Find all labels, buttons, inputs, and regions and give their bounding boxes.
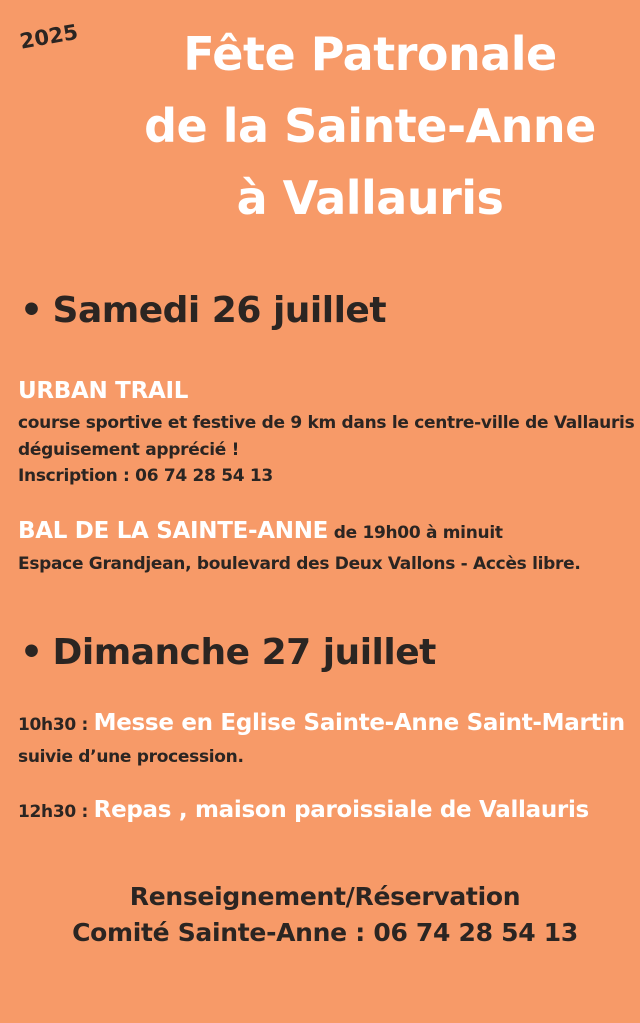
meal-line [18,797,589,823]
footer-line-1: Renseignement/Réservation [129,882,521,911]
mass-line [18,710,625,736]
mass-title: Messe en Eglise Sainte-Anne Saint-Martin [93,710,625,736]
urban-trail-line-2: déguisement apprécié ! [18,440,240,460]
title-line-3: à Vallauris [236,171,504,225]
mass-line-2: suivie d’une procession. [18,747,244,767]
meal-time: 12h30 : [18,802,94,822]
urban-trail-line-1: course sportive et festive de 9 km dans le centre-ville de Vallauris [18,413,635,433]
bal-location: Espace Grandjean, boulevard des Deux Vallons - Accès libre. [18,554,581,574]
mass-time: 10h30 : [18,715,94,735]
bullet-icon: • [20,290,43,331]
footer-line-2: Comité Sainte-Anne : 06 74 28 54 13 [72,918,578,947]
urban-trail-line-3: Inscription : 06 74 28 54 13 [18,466,273,486]
title-line-1: Fête Patronale [183,27,557,81]
meal-title: Repas , maison paroissiale de Vallauris [93,797,589,823]
poster-title [100,18,640,234]
saturday-heading [20,290,386,331]
bal-title-line [18,518,503,544]
sunday-heading [20,632,436,673]
bal-title: BAL DE LA SAINTE-ANNE [18,518,329,544]
bal-time: de 19h00 à minuit [328,523,503,543]
title-line-2: de la Sainte-Anne [144,99,596,153]
bullet-icon: • [20,632,43,673]
urban-trail-title: URBAN TRAIL [18,378,189,404]
sunday-heading-text: Dimanche 27 juillet [52,632,436,673]
saturday-heading-text: Samedi 26 juillet [52,290,387,331]
year-label: 2025 [18,19,80,54]
